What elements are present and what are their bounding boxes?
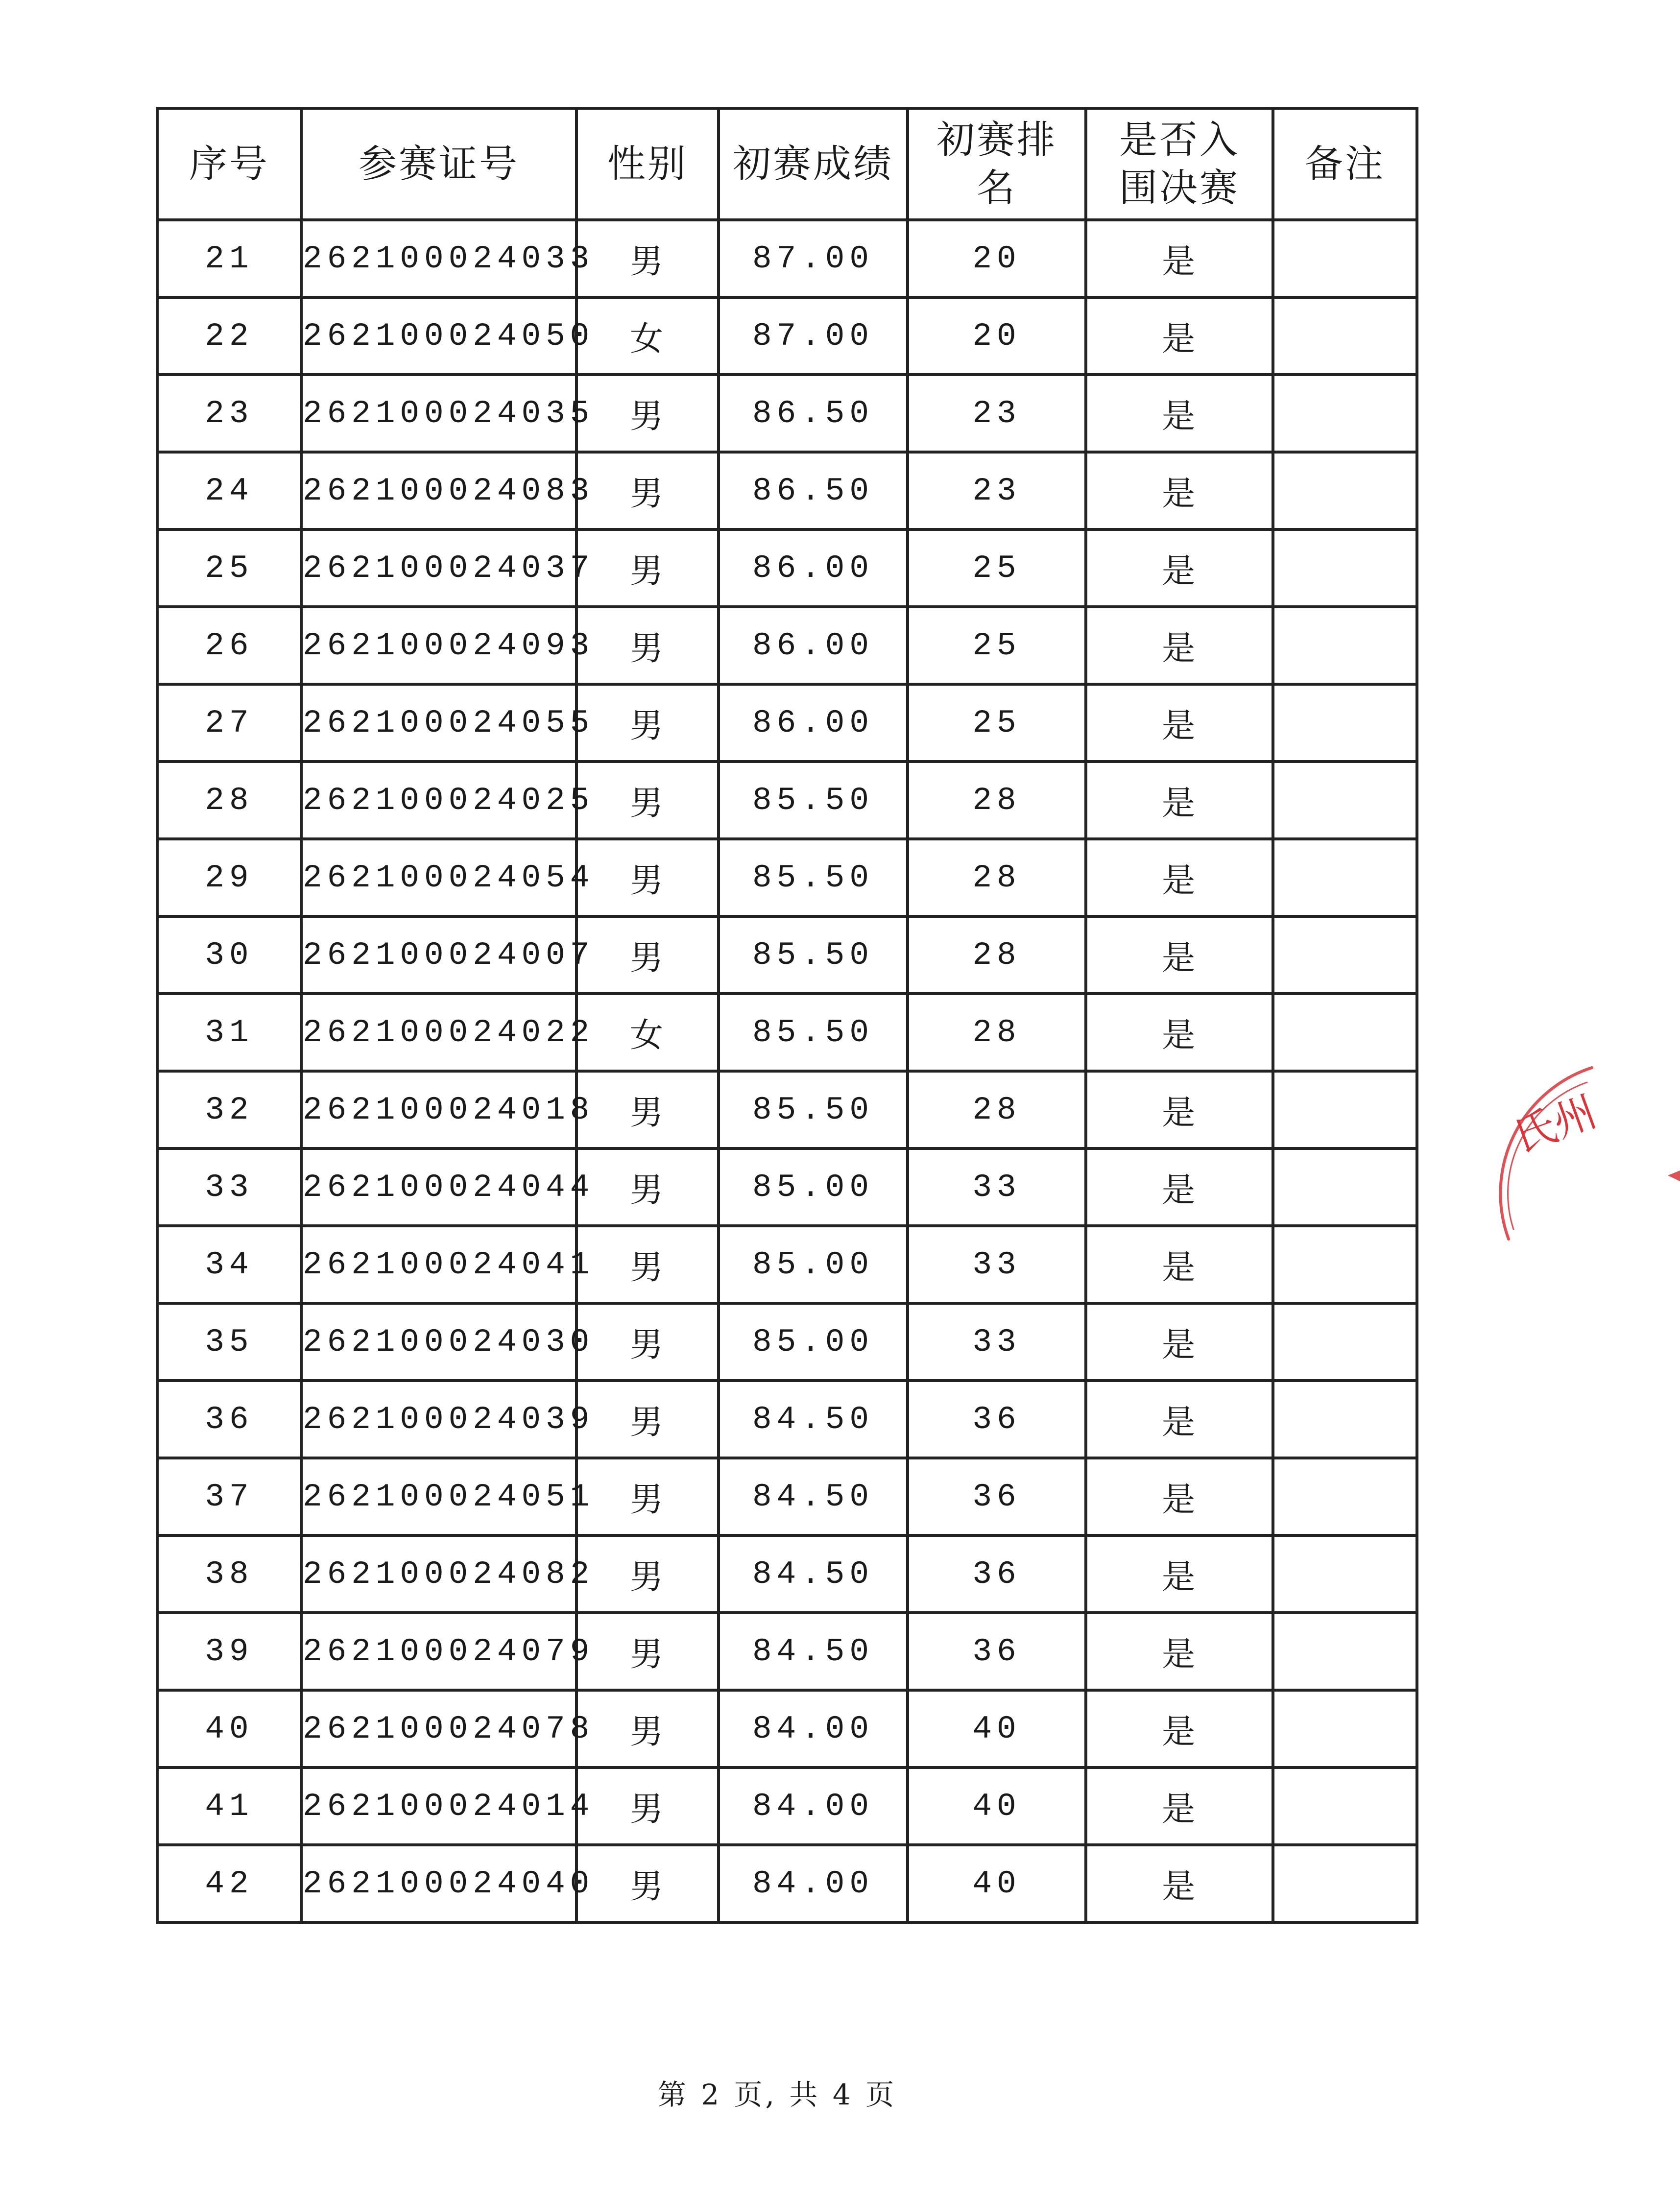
table-row — [157, 529, 1417, 607]
cell-entry-id: 262100024041 — [301, 1226, 576, 1303]
cell-entry-id: 262100024083 — [301, 452, 576, 529]
table-row — [157, 375, 1417, 452]
cell-entry-id: 262100024014 — [301, 1768, 576, 1845]
cell-score: 85.00 — [719, 1303, 908, 1381]
cell-seq: 38 — [157, 1535, 301, 1613]
cell-score: 85.50 — [719, 839, 908, 916]
cell-note — [1273, 1148, 1417, 1226]
cell-seq: 28 — [157, 762, 301, 839]
cell-rank: 40 — [908, 1768, 1086, 1845]
header-final: 是否入围决赛 — [1086, 108, 1273, 220]
cell-score: 85.00 — [719, 1148, 908, 1226]
cell-note — [1273, 839, 1417, 916]
cell-seq: 35 — [157, 1303, 301, 1381]
cell-note — [1273, 220, 1417, 297]
cell-note — [1273, 1613, 1417, 1690]
cell-sex: 男 — [576, 452, 719, 529]
cell-note — [1273, 1535, 1417, 1613]
cell-note — [1273, 607, 1417, 684]
cell-rank: 33 — [908, 1226, 1086, 1303]
cell-rank: 40 — [908, 1845, 1086, 1922]
table-row — [157, 220, 1417, 297]
table-row — [157, 1071, 1417, 1148]
table-row — [157, 1303, 1417, 1381]
cell-finalist: 是 — [1086, 1303, 1273, 1381]
cell-score: 85.00 — [719, 1226, 908, 1303]
cell-rank: 28 — [908, 839, 1086, 916]
cell-seq: 40 — [157, 1690, 301, 1768]
cell-finalist: 是 — [1086, 1845, 1273, 1922]
cell-entry-id: 262100024055 — [301, 684, 576, 762]
cell-score: 85.50 — [719, 1071, 908, 1148]
cell-entry-id: 262100024093 — [301, 607, 576, 684]
table-row — [157, 1690, 1417, 1768]
header-note: 备注 — [1273, 108, 1417, 220]
cell-note — [1273, 1458, 1417, 1535]
cell-seq: 31 — [157, 994, 301, 1071]
cell-entry-id: 262100024035 — [301, 375, 576, 452]
cell-sex: 女 — [576, 994, 719, 1071]
cell-score: 86.00 — [719, 684, 908, 762]
page-number: 第 2 页, 共 4 页 — [657, 2078, 897, 2111]
cell-score: 85.50 — [719, 994, 908, 1071]
cell-score: 84.00 — [719, 1845, 908, 1922]
table-header-row — [157, 108, 1417, 220]
cell-entry-id: 262100024040 — [301, 1845, 576, 1922]
cell-entry-id: 262100024022 — [301, 994, 576, 1071]
cell-entry-id: 262100024007 — [301, 916, 576, 994]
table-row — [157, 994, 1417, 1071]
cell-finalist: 是 — [1086, 1381, 1273, 1458]
cell-sex: 男 — [576, 684, 719, 762]
table-row — [157, 916, 1417, 994]
cell-entry-id: 262100024054 — [301, 839, 576, 916]
cell-rank: 23 — [908, 452, 1086, 529]
table-body — [157, 220, 1417, 1922]
cell-entry-id: 262100024025 — [301, 762, 576, 839]
cell-finalist: 是 — [1086, 1613, 1273, 1690]
cell-finalist: 是 — [1086, 452, 1273, 529]
table-row — [157, 297, 1417, 375]
cell-entry-id: 262100024033 — [301, 220, 576, 297]
results-table — [156, 107, 1418, 1924]
cell-rank: 25 — [908, 607, 1086, 684]
table-row — [157, 1381, 1417, 1458]
cell-seq: 33 — [157, 1148, 301, 1226]
cell-finalist: 是 — [1086, 1535, 1273, 1613]
table-row — [157, 1148, 1417, 1226]
header-sex: 性别 — [576, 108, 719, 220]
cell-sex: 男 — [576, 1613, 719, 1690]
cell-seq: 36 — [157, 1381, 301, 1458]
cell-note — [1273, 994, 1417, 1071]
table-row — [157, 839, 1417, 916]
cell-sex: 男 — [576, 375, 719, 452]
cell-score: 86.00 — [719, 607, 908, 684]
table-row — [157, 1845, 1417, 1922]
cell-rank: 25 — [908, 684, 1086, 762]
cell-score: 84.00 — [719, 1690, 908, 1768]
cell-finalist: 是 — [1086, 297, 1273, 375]
cell-finalist: 是 — [1086, 1768, 1273, 1845]
cell-rank: 36 — [908, 1613, 1086, 1690]
table-row — [157, 684, 1417, 762]
cell-rank: 25 — [908, 529, 1086, 607]
cell-seq: 24 — [157, 452, 301, 529]
cell-score: 84.50 — [719, 1458, 908, 1535]
cell-sex: 男 — [576, 220, 719, 297]
cell-note — [1273, 1226, 1417, 1303]
cell-note — [1273, 297, 1417, 375]
cell-note — [1273, 452, 1417, 529]
cell-finalist: 是 — [1086, 1690, 1273, 1768]
cell-entry-id: 262100024037 — [301, 529, 576, 607]
cell-score: 86.50 — [719, 452, 908, 529]
table-row — [157, 1535, 1417, 1613]
cell-finalist: 是 — [1086, 1148, 1273, 1226]
cell-sex: 男 — [576, 1303, 719, 1381]
cell-note — [1273, 1303, 1417, 1381]
cell-rank: 36 — [908, 1381, 1086, 1458]
cell-finalist: 是 — [1086, 916, 1273, 994]
cell-rank: 36 — [908, 1458, 1086, 1535]
cell-finalist: 是 — [1086, 994, 1273, 1071]
cell-score: 84.50 — [719, 1381, 908, 1458]
cell-seq: 34 — [157, 1226, 301, 1303]
cell-entry-id: 262100024039 — [301, 1381, 576, 1458]
cell-rank: 28 — [908, 916, 1086, 994]
cell-note — [1273, 1845, 1417, 1922]
table-row — [157, 1768, 1417, 1845]
cell-entry-id: 262100024078 — [301, 1690, 576, 1768]
cell-sex: 男 — [576, 1458, 719, 1535]
cell-sex: 男 — [576, 1845, 719, 1922]
cell-finalist: 是 — [1086, 1458, 1273, 1535]
cell-rank: 33 — [908, 1148, 1086, 1226]
cell-sex: 男 — [576, 762, 719, 839]
cell-finalist: 是 — [1086, 1071, 1273, 1148]
cell-seq: 25 — [157, 529, 301, 607]
official-seal — [1474, 1053, 1680, 1327]
table-row — [157, 1458, 1417, 1535]
cell-note — [1273, 684, 1417, 762]
cell-score: 86.50 — [719, 375, 908, 452]
cell-sex: 男 — [576, 1071, 719, 1148]
cell-score: 87.00 — [719, 220, 908, 297]
cell-seq: 29 — [157, 839, 301, 916]
cell-sex: 男 — [576, 1226, 719, 1303]
cell-note — [1273, 1381, 1417, 1458]
table-row — [157, 452, 1417, 529]
cell-rank: 28 — [908, 1071, 1086, 1148]
cell-entry-id: 262100024082 — [301, 1535, 576, 1613]
cell-rank: 33 — [908, 1303, 1086, 1381]
cell-finalist: 是 — [1086, 684, 1273, 762]
cell-seq: 27 — [157, 684, 301, 762]
cell-rank: 36 — [908, 1535, 1086, 1613]
cell-finalist: 是 — [1086, 762, 1273, 839]
cell-score: 85.50 — [719, 916, 908, 994]
svg-text:氏州: 氏州 — [1507, 1087, 1603, 1162]
cell-seq: 22 — [157, 297, 301, 375]
cell-finalist: 是 — [1086, 529, 1273, 607]
cell-sex: 男 — [576, 1768, 719, 1845]
cell-note — [1273, 762, 1417, 839]
cell-seq: 23 — [157, 375, 301, 452]
cell-seq: 21 — [157, 220, 301, 297]
cell-rank: 28 — [908, 762, 1086, 839]
cell-rank: 20 — [908, 297, 1086, 375]
cell-sex: 男 — [576, 607, 719, 684]
table-row — [157, 762, 1417, 839]
cell-score: 84.00 — [719, 1768, 908, 1845]
cell-seq: 39 — [157, 1613, 301, 1690]
cell-sex: 男 — [576, 529, 719, 607]
cell-entry-id: 262100024044 — [301, 1148, 576, 1226]
cell-sex: 男 — [576, 1148, 719, 1226]
header-rank: 初赛排名 — [908, 108, 1086, 220]
cell-sex: 男 — [576, 1690, 719, 1768]
cell-score: 87.00 — [719, 297, 908, 375]
cell-finalist: 是 — [1086, 1226, 1273, 1303]
cell-seq: 32 — [157, 1071, 301, 1148]
cell-sex: 男 — [576, 1381, 719, 1458]
cell-rank: 28 — [908, 994, 1086, 1071]
cell-sex: 女 — [576, 297, 719, 375]
table-row — [157, 1613, 1417, 1690]
cell-seq: 37 — [157, 1458, 301, 1535]
cell-seq: 26 — [157, 607, 301, 684]
cell-note — [1273, 1071, 1417, 1148]
cell-rank: 23 — [908, 375, 1086, 452]
cell-seq: 30 — [157, 916, 301, 994]
cell-note — [1273, 1690, 1417, 1768]
cell-note — [1273, 529, 1417, 607]
cell-note — [1273, 375, 1417, 452]
table-row — [157, 1226, 1417, 1303]
header-id: 参赛证号 — [301, 108, 576, 220]
cell-entry-id: 262100024030 — [301, 1303, 576, 1381]
cell-finalist: 是 — [1086, 375, 1273, 452]
header-seq: 序号 — [157, 108, 301, 220]
cell-seq: 41 — [157, 1768, 301, 1845]
cell-rank: 40 — [908, 1690, 1086, 1768]
cell-seq: 42 — [157, 1845, 301, 1922]
cell-score: 84.50 — [719, 1613, 908, 1690]
cell-note — [1273, 916, 1417, 994]
cell-sex: 男 — [576, 916, 719, 994]
cell-note — [1273, 1768, 1417, 1845]
cell-entry-id: 262100024079 — [301, 1613, 576, 1690]
cell-finalist: 是 — [1086, 220, 1273, 297]
cell-score: 84.50 — [719, 1535, 908, 1613]
cell-entry-id: 262100024018 — [301, 1071, 576, 1148]
cell-entry-id: 262100024051 — [301, 1458, 576, 1535]
cell-score: 85.50 — [719, 762, 908, 839]
cell-finalist: 是 — [1086, 839, 1273, 916]
cell-rank: 20 — [908, 220, 1086, 297]
cell-score: 86.00 — [719, 529, 908, 607]
header-score: 初赛成绩 — [719, 108, 908, 220]
table-row — [157, 607, 1417, 684]
cell-entry-id: 262100024050 — [301, 297, 576, 375]
cell-finalist: 是 — [1086, 607, 1273, 684]
cell-sex: 男 — [576, 839, 719, 916]
cell-sex: 男 — [576, 1535, 719, 1613]
